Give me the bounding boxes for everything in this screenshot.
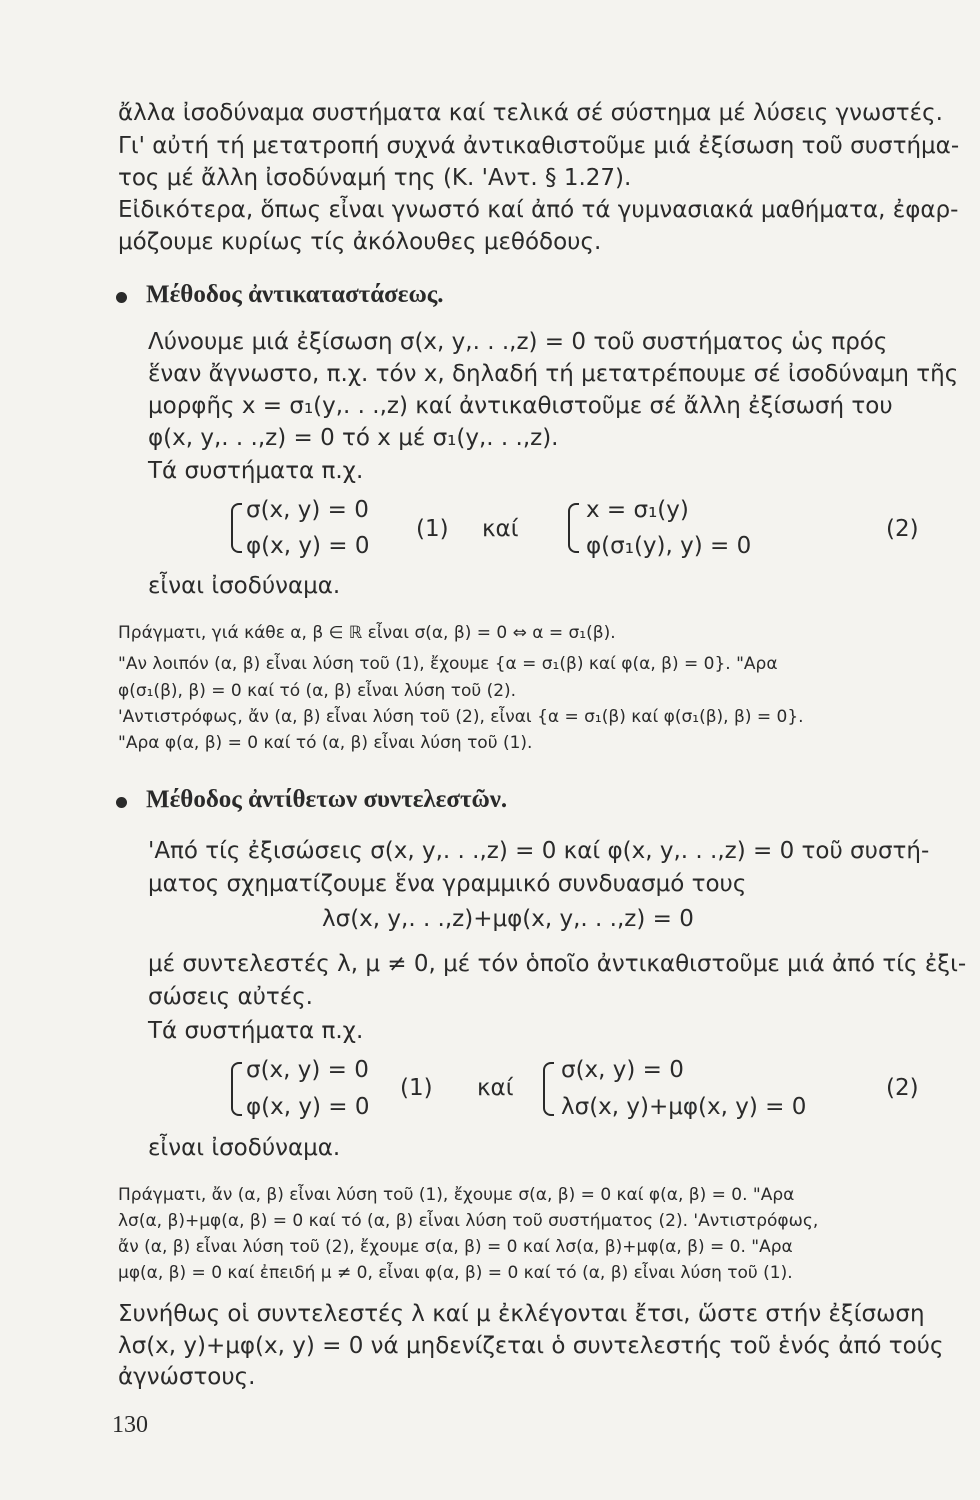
section2-proof-1: Πράγματι, ἄν (α, β) εἶναι λύση τοῦ (1), ἔχουμε σ(α, β) = 0 καί φ(α, β) = 0. "Αρα bbox=[118, 1185, 795, 1205]
sys3-tag: (1) bbox=[400, 1075, 433, 1101]
sys3-brace bbox=[231, 1062, 242, 1116]
section1-text-4: φ(x, y,. . .,z) = 0 τό x μέ σ₁(y,. . .,z). bbox=[148, 425, 559, 451]
section2-text-3: μέ συντελεστές λ, μ ≠ 0, μέ τόν ὁποῖο ἀντικαθιστοῦμε μιά ἀπό τίς ἐξι- bbox=[148, 951, 967, 977]
intro-line-2: Γι' αὐτή τή μετατροπή συχνά ἀντικαθιστοῦμε μιά ἐξίσωση τοῦ συστήμα- bbox=[118, 133, 960, 159]
section1-text-3: μορφῆς x = σ₁(y,. . .,z) καί ἀντικαθιστοῦμε σέ ἄλλη ἐξίσωσή του bbox=[148, 393, 893, 419]
closing-line-1: Συνήθως οἱ συντελεστές λ καί μ ἐκλέγονται ἔτσι, ὥστε στήν ἐξίσωση bbox=[118, 1301, 925, 1327]
section2-equiv: εἶναι ἰσοδύναμα. bbox=[148, 1135, 341, 1161]
section2-proof-2: λσ(α, β)+μφ(α, β) = 0 καί τό (α, β) εἶναι λύση τοῦ συστήματος (2). 'Αντιστρόφως, bbox=[118, 1211, 819, 1231]
sys2-tag: (2) bbox=[886, 516, 919, 542]
section2-text-2: ματος σχηματίζουμε ἕνα γραμμικό συνδυασμό τους bbox=[148, 871, 747, 897]
section1-equiv: εἶναι ἰσοδύναμα. bbox=[148, 573, 341, 599]
section1-proof-2: "Αν λοιπόν (α, β) εἶναι λύση τοῦ (1), ἔχουμε {α = σ₁(β) καί φ(α, β) = 0}. "Αρα bbox=[118, 654, 778, 674]
section2-combination: λσ(x, y,. . .,z)+μφ(x, y,. . .,z) = 0 bbox=[322, 906, 694, 932]
sys4-eq-2: λσ(x, y)+μφ(x, y) = 0 bbox=[561, 1094, 807, 1120]
sys3-eq-2: φ(x, y) = 0 bbox=[246, 1094, 370, 1120]
sys2-eq-2: φ(σ₁(y), y) = 0 bbox=[586, 533, 752, 559]
section1-systems-label: Τά συστήματα π.χ. bbox=[148, 458, 364, 484]
section2-text-1: 'Από τίς ἐξισώσεις σ(x, y,. . .,z) = 0 καί φ(x, y,. . .,z) = 0 τοῦ συστή- bbox=[148, 838, 930, 864]
section1-title: Μέθοδος ἀντικαταστάσεως. bbox=[146, 281, 444, 308]
section1-bullet-icon bbox=[116, 292, 127, 303]
closing-line-2: λσ(x, y)+μφ(x, y) = 0 νά μηδενίζεται ὁ συντελεστής τοῦ ἑνός ἀπό τούς bbox=[118, 1333, 944, 1359]
section2-text-4: σώσεις αὐτές. bbox=[148, 984, 313, 1010]
section2-title: Μέθοδος ἀντίθετων συντελεστῶν. bbox=[146, 786, 508, 813]
section2-proof-4: μφ(α, β) = 0 καί ἐπειδή μ ≠ 0, εἶναι φ(α, β) = 0 καί τό (α, β) εἶναι λύση τοῦ (1). bbox=[118, 1263, 793, 1283]
section1-proof-5: "Αρα φ(α, β) = 0 καί τό (α, β) εἶναι λύση τοῦ (1). bbox=[118, 733, 533, 753]
sys1-brace bbox=[231, 503, 242, 553]
sys-and-word: καί bbox=[482, 516, 519, 542]
sys1-eq-1: σ(x, y) = 0 bbox=[246, 497, 369, 523]
section1-text-2: ἕναν ἄγνωστο, π.χ. τόν x, δηλαδή τή μετατρέπουμε σέ ἰσοδύναμη τῆς bbox=[148, 361, 959, 387]
section1-proof-4: 'Αντιστρόφως, ἄν (α, β) εἶναι λύση τοῦ (2), εἶναι {α = σ₁(β) καί φ(σ₁(β), β) = 0}. bbox=[118, 707, 804, 727]
section1-proof-1: Πράγματι, γιά κάθε α, β ∈ ℝ εἶναι σ(α, β) = 0 ⇔ α = σ₁(β). bbox=[118, 623, 616, 643]
closing-line-3: ἀγνώστους. bbox=[118, 1364, 256, 1390]
intro-line-3: τος μέ ἄλλη ἰσοδύναμή της (Κ. 'Αντ. § 1.27). bbox=[118, 165, 632, 191]
sys-and-word-2: καί bbox=[477, 1075, 514, 1101]
intro-line-5: μόζουμε κυρίως τίς ἀκόλουθες μεθόδους. bbox=[118, 229, 602, 255]
page-number: 130 bbox=[112, 1412, 148, 1438]
sys2-eq-1: x = σ₁(y) bbox=[586, 497, 689, 523]
section1-text-1: Λύνουμε μιά ἐξίσωση σ(x, y,. . .,z) = 0 τοῦ συστήματος ὡς πρός bbox=[148, 329, 888, 355]
sys3-eq-1: σ(x, y) = 0 bbox=[246, 1057, 369, 1083]
intro-line-4: Εἰδικότερα, ὅπως εἶναι γνωστό καί ἀπό τά γυμνασιακά μαθήματα, ἐφαρ- bbox=[118, 197, 959, 223]
section2-systems-label: Τά συστήματα π.χ. bbox=[148, 1018, 364, 1044]
sys4-tag: (2) bbox=[886, 1075, 919, 1101]
sys4-brace bbox=[543, 1062, 554, 1116]
section2-bullet-icon bbox=[116, 797, 127, 808]
sys2-brace bbox=[568, 503, 579, 553]
sys1-eq-2: φ(x, y) = 0 bbox=[246, 533, 370, 559]
sys4-eq-1: σ(x, y) = 0 bbox=[561, 1057, 684, 1083]
section2-proof-3: ἄν (α, β) εἶναι λύση τοῦ (2), ἔχουμε σ(α, β) = 0 καί λσ(α, β)+μφ(α, β) = 0. "Αρα bbox=[118, 1237, 793, 1257]
intro-line-1: ἄλλα ἰσοδύναμα συστήματα καί τελικά σέ σύστημα μέ λύσεις γνωστές. bbox=[118, 100, 943, 126]
sys1-tag: (1) bbox=[416, 516, 449, 542]
section1-proof-3: φ(σ₁(β), β) = 0 καί τό (α, β) εἶναι λύση τοῦ (2). bbox=[118, 681, 517, 701]
